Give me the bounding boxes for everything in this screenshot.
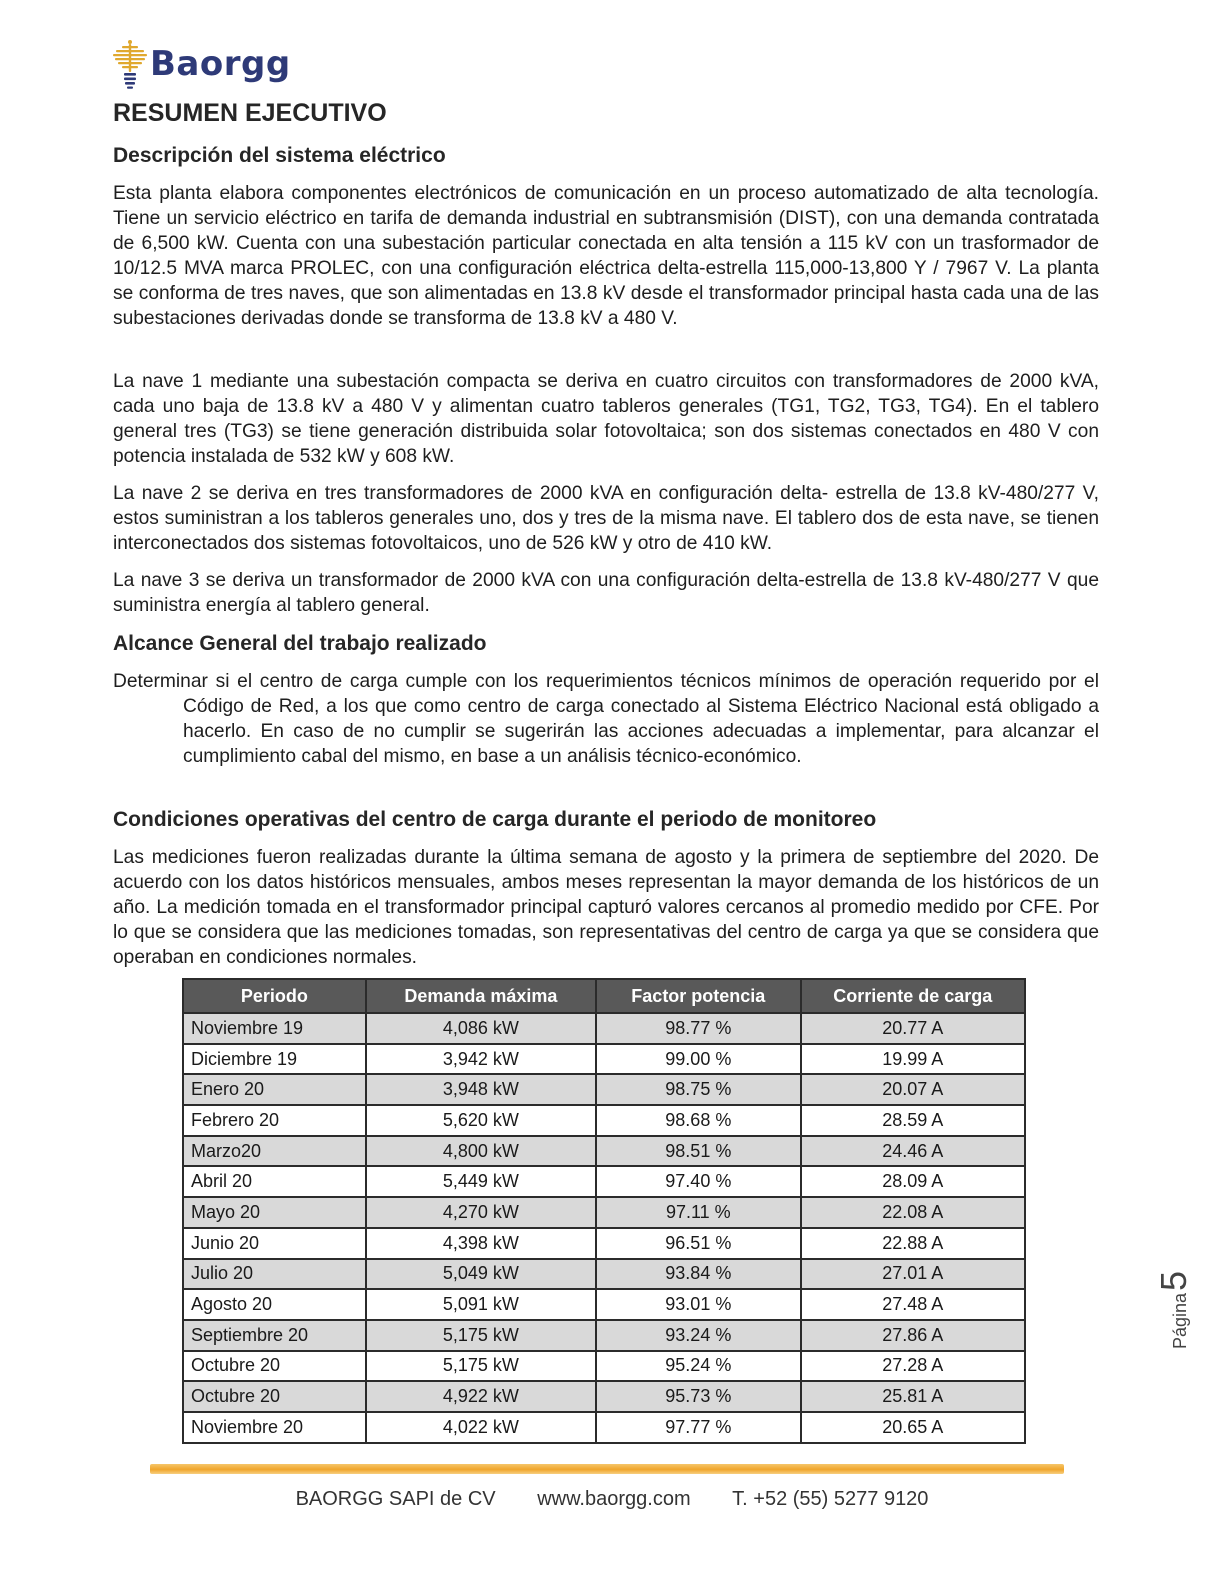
cell-factor: 93.24 % (596, 1320, 800, 1351)
cell-corriente: 28.09 A (801, 1166, 1025, 1197)
cell-corriente: 28.59 A (801, 1105, 1025, 1136)
cell-demanda: 3,942 kW (366, 1044, 596, 1075)
table-row (183, 1320, 1025, 1351)
page-title: RESUMEN EJECUTIVO (113, 99, 387, 127)
cell-corriente: 25.81 A (801, 1381, 1025, 1412)
table-row (183, 1351, 1025, 1382)
table-row (183, 1259, 1025, 1290)
cell-corriente: 24.46 A (801, 1136, 1025, 1167)
cell-factor: 97.77 % (596, 1412, 800, 1443)
brand-name: Baorgg (150, 44, 291, 84)
footer-divider (150, 1464, 1064, 1474)
header-demanda: Demanda máxima (366, 979, 596, 1013)
cell-factor: 97.11 % (596, 1197, 800, 1228)
cell-periodo: Junio 20 (183, 1228, 366, 1259)
cell-demanda: 5,620 kW (366, 1105, 596, 1136)
cell-corriente: 22.88 A (801, 1228, 1025, 1259)
cell-factor: 98.51 % (596, 1136, 800, 1167)
paragraph-alcance: Determinar si el centro de carga cumple con los requerimientos técnicos mínimos de operación requerido por el Código de Red, a los que como centro de carga conectado al Sistema Eléctrico Nacional está obligado a hacerlo. En caso de no cumplir se sugerirán las acciones adecuadas a implementar, para alcanzar el cumplimiento cabal del mismo, en base a un análisis técnico-económico. (113, 671, 1099, 767)
header-periodo: Periodo (183, 979, 366, 1013)
cell-corriente: 22.08 A (801, 1197, 1025, 1228)
cell-periodo: Mayo 20 (183, 1197, 366, 1228)
section-heading-condiciones: Condiciones operativas del centro de carga durante el periodo de monitoreo (113, 808, 877, 831)
cell-demanda: 4,270 kW (366, 1197, 596, 1228)
footer-website[interactable]: www.baorgg.com (537, 1488, 691, 1510)
table-row (183, 1381, 1025, 1412)
table-row (183, 1289, 1025, 1320)
cell-demanda: 4,086 kW (366, 1013, 596, 1044)
paragraph-descripcion-2: La nave 1 mediante una subestación compacta se deriva en cuatro circuitos con transformadores de 2000 kVA, cada uno baja de 13.8 kV a 480 V y alimentan cuatro tableros generales (TG1, TG2, TG3, TG4). En el tablero general tres (TG3) se tiene generación distribuida solar fotovoltaica; son dos sistemas conectados en 480 V con potencia instalada de 532 kW y 608 kW. (113, 371, 1099, 467)
cell-corriente: 27.01 A (801, 1259, 1025, 1290)
page-label: Página (1170, 1292, 1190, 1350)
cell-periodo: Agosto 20 (183, 1289, 366, 1320)
brand-logo (112, 38, 291, 90)
cell-corriente: 19.99 A (801, 1044, 1025, 1075)
cell-demanda: 5,175 kW (366, 1320, 596, 1351)
table-row (183, 1074, 1025, 1105)
paragraph-descripcion-3: La nave 2 se deriva en tres transformadores de 2000 kVA en configuración delta- estrella de 13.8 kV-480/277 V, estos suministran a los tableros generales uno, dos y tres de la misma nave. El tablero dos de esta nave, se tienen interconectados dos sistemas fotovoltaicos, uno de 526 kW y otro de 410 kW. (113, 483, 1099, 554)
header-corriente: Corriente de carga (801, 979, 1025, 1013)
cell-factor: 95.73 % (596, 1381, 800, 1412)
cell-periodo: Julio 20 (183, 1259, 366, 1290)
cell-demanda: 5,091 kW (366, 1289, 596, 1320)
cell-corriente: 20.77 A (801, 1013, 1025, 1044)
table-row (183, 1197, 1025, 1228)
cell-demanda: 5,049 kW (366, 1259, 596, 1290)
paragraph-descripcion-4: La nave 3 se deriva un transformador de 2000 kVA con una configuración delta-estrella de 13.8 kV-480/277 V que suministra energía al tablero general. (113, 570, 1099, 616)
measurements-table (182, 978, 1026, 1444)
table-row (183, 1044, 1025, 1075)
cell-periodo: Diciembre 19 (183, 1044, 366, 1075)
table-header-row (183, 979, 1025, 1013)
cell-corriente: 27.48 A (801, 1289, 1025, 1320)
cell-periodo: Enero 20 (183, 1074, 366, 1105)
cell-corriente: 27.28 A (801, 1351, 1025, 1382)
footer-company: BAORGG SAPI de CV (295, 1488, 496, 1510)
cell-factor: 93.01 % (596, 1289, 800, 1320)
cell-periodo: Septiembre 20 (183, 1320, 366, 1351)
cell-factor: 98.77 % (596, 1013, 800, 1044)
cell-factor: 98.75 % (596, 1074, 800, 1105)
header-factor: Factor potencia (596, 979, 800, 1013)
section-heading-alcance: Alcance General del trabajo realizado (113, 632, 487, 655)
cell-demanda: 4,922 kW (366, 1381, 596, 1412)
table-row (183, 1412, 1025, 1443)
cell-periodo: Octubre 20 (183, 1351, 366, 1382)
page-footer (0, 1488, 1224, 1511)
cell-demanda: 4,398 kW (366, 1228, 596, 1259)
paragraph-descripcion-1: Esta planta elabora componentes electrónicos de comunicación en un proceso automatizado de alta tecnología. Tiene un servicio eléctrico en tarifa de demanda industrial en subtransmisión (DIST), con una demanda contratada de 6,500 kW. Cuenta con una subestación particular conectada en alta tensión a 115 kV con un trasformador de 10/12.5 MVA marca PROLEC, con una configuración eléctrica delta-estrella 115,000-13,800 Y / 7967 V. La planta se conforma de tres naves, que son alimentadas en 13.8 kV desde el transformador principal hasta cada una de las subestaciones derivadas donde se transforma de 13.8 kV a 480 V. (113, 183, 1099, 329)
cell-factor: 93.84 % (596, 1259, 800, 1290)
cell-factor: 96.51 % (596, 1228, 800, 1259)
cell-demanda: 4,800 kW (366, 1136, 596, 1167)
cell-demanda: 5,449 kW (366, 1166, 596, 1197)
page-number (1153, 1255, 1193, 1365)
table-row (183, 1105, 1025, 1136)
cell-corriente: 20.07 A (801, 1074, 1025, 1105)
cell-factor: 98.68 % (596, 1105, 800, 1136)
cell-corriente: 27.86 A (801, 1320, 1025, 1351)
cell-factor: 97.40 % (596, 1166, 800, 1197)
table-row (183, 1136, 1025, 1167)
lightbulb-icon (112, 38, 148, 90)
cell-factor: 99.00 % (596, 1044, 800, 1075)
cell-demanda: 4,022 kW (366, 1412, 596, 1443)
table-row (183, 1013, 1025, 1044)
cell-periodo: Noviembre 19 (183, 1013, 366, 1044)
cell-periodo: Marzo20 (183, 1136, 366, 1167)
paragraph-condiciones: Las mediciones fueron realizadas durante la última semana de agosto y la primera de septiembre del 2020. De acuerdo con los datos históricos mensuales, ambos meses representan la mayor demanda de los históricos de un año. La medición tomada en el transformador principal capturó valores cercanos al promedio medido por CFE. Por lo que se considera que las mediciones tomadas, son representativas del centro de carga ya que se considera que operaban en condiciones normales. (113, 847, 1099, 968)
section-heading-descripcion: Descripción del sistema eléctrico (113, 144, 446, 167)
cell-periodo: Febrero 20 (183, 1105, 366, 1136)
table-row (183, 1166, 1025, 1197)
cell-periodo: Noviembre 20 (183, 1412, 366, 1443)
cell-factor: 95.24 % (596, 1351, 800, 1382)
cell-corriente: 20.65 A (801, 1412, 1025, 1443)
cell-periodo: Abril 20 (183, 1166, 366, 1197)
footer-phone: T. +52 (55) 5277 9120 (732, 1488, 929, 1510)
cell-periodo: Octubre 20 (183, 1381, 366, 1412)
table-row (183, 1228, 1025, 1259)
page-number-value: 5 (1153, 1270, 1194, 1291)
cell-demanda: 5,175 kW (366, 1351, 596, 1382)
cell-demanda: 3,948 kW (366, 1074, 596, 1105)
